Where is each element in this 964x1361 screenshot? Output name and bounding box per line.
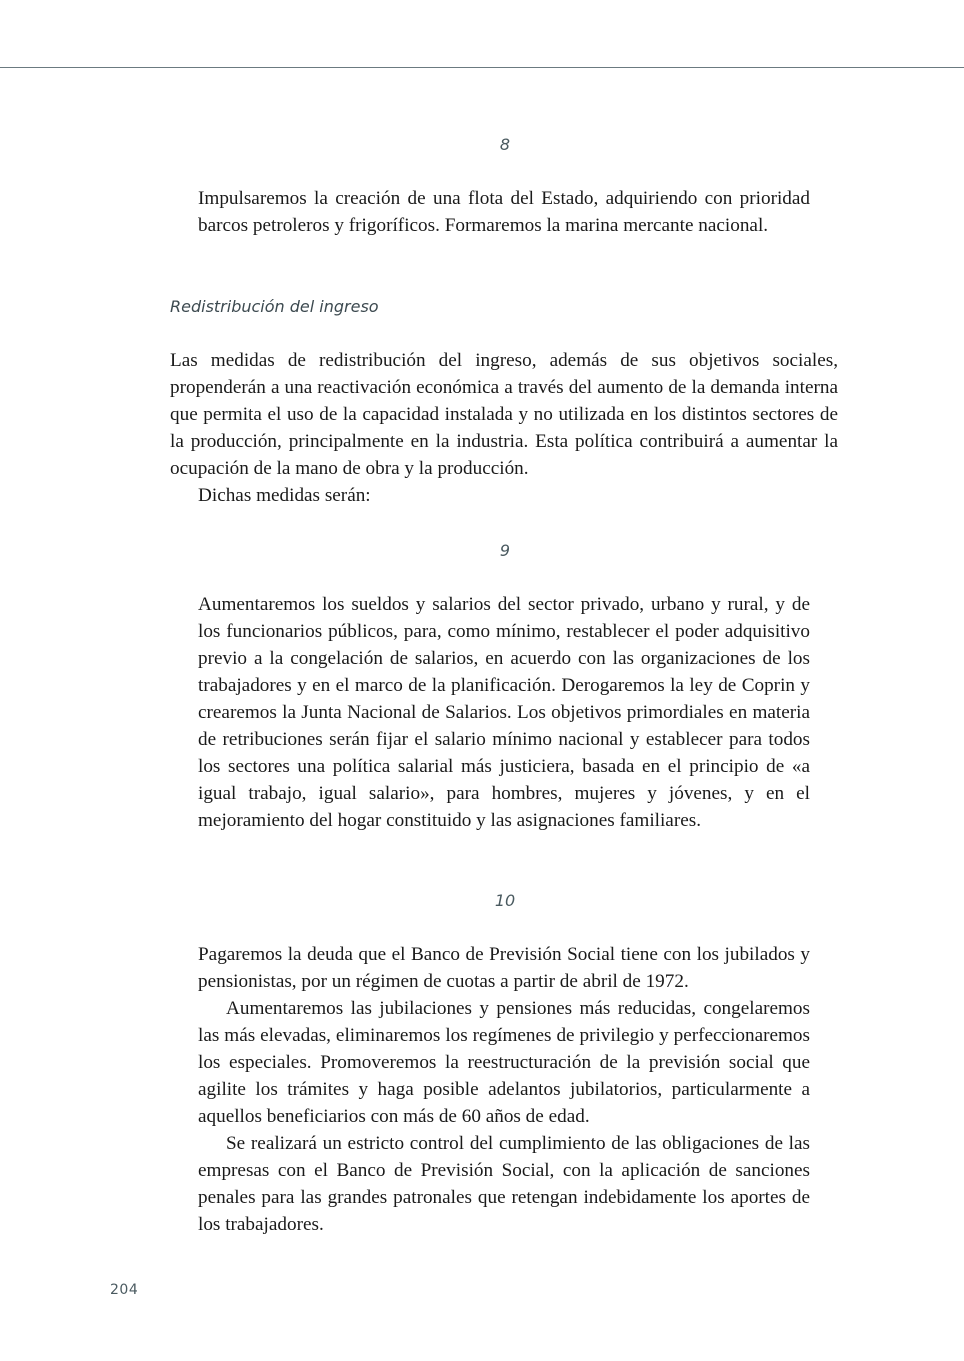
section-10-body [198,941,810,1238]
section-number-9: 9 [499,541,511,560]
redistribucion-body [170,347,838,509]
section-9-body [198,591,810,834]
section-8-body [198,185,810,239]
section-number-10: 10 [494,891,516,910]
subheading-redistribucion: Redistribución del ingreso [170,297,379,316]
header-rule [0,67,964,68]
paragraph: Las medidas de redistribución del ingreso, además de sus objetivos sociales, propenderán a una reactivación económica a través del aumento de la demanda interna que permita el uso de la capacidad instalada y no utilizada en los distintos sectores de la producción, principalmente en la industria. Esta política contribuirá a aumentar la ocupación de la mano de obra y la producción. [170,350,838,479]
paragraph: Dichas medidas serán: [198,485,371,506]
paragraph: Pagaremos la deuda que el Banco de Previsión Social tiene con los jubilados y pensionistas, por un régimen de cuotas a partir de abril de 1972. [198,944,810,992]
paragraph: Aumentaremos las jubilaciones y pensiones más reducidas, congelaremos las más elevadas, eliminaremos los regímenes de privilegio y perfeccionaremos los especiales. Promoveremos la reestructuración de la previsión social que agilite los trámites y haga posible adelantos jubilatorios, particularmente a aquellos beneficiarios con más de 60 años de edad. [198,998,810,1127]
section-number-8: 8 [499,135,511,154]
paragraph: Se realizará un estricto control del cumplimiento de las obligaciones de las empresas con el Banco de Previsión Social, con la aplicación de sanciones penales para las grandes patronales que retengan indebidamente los aportes de los trabajadores. [198,1133,810,1235]
paragraph: Impulsaremos la creación de una flota del Estado, adquiriendo con prioridad barcos petroleros y frigoríficos. Formaremos la marina mercante nacional. [198,188,810,236]
paragraph: Aumentaremos los sueldos y salarios del sector privado, urbano y rural, y de los funcionarios públicos, para, como mínimo, restablecer el poder adquisitivo previo a la congelación de salarios, en acuerdo con las organizaciones de los trabajadores y en el marco de la planificación. Derogaremos la ley de Coprin y crearemos la Junta Nacional de Salarios. Los objetivos primordiales en materia de retribuciones serán fijar el salario mínimo nacional y establecer para todos los sectores una política salarial más justiciera, basada en el principio de «a igual trabajo, igual salario», para hombres, mujeres y jóvenes, y en el mejoramiento del hogar constituido y las asignaciones familiares. [198,594,810,831]
page-number: 204 [110,1282,139,1298]
